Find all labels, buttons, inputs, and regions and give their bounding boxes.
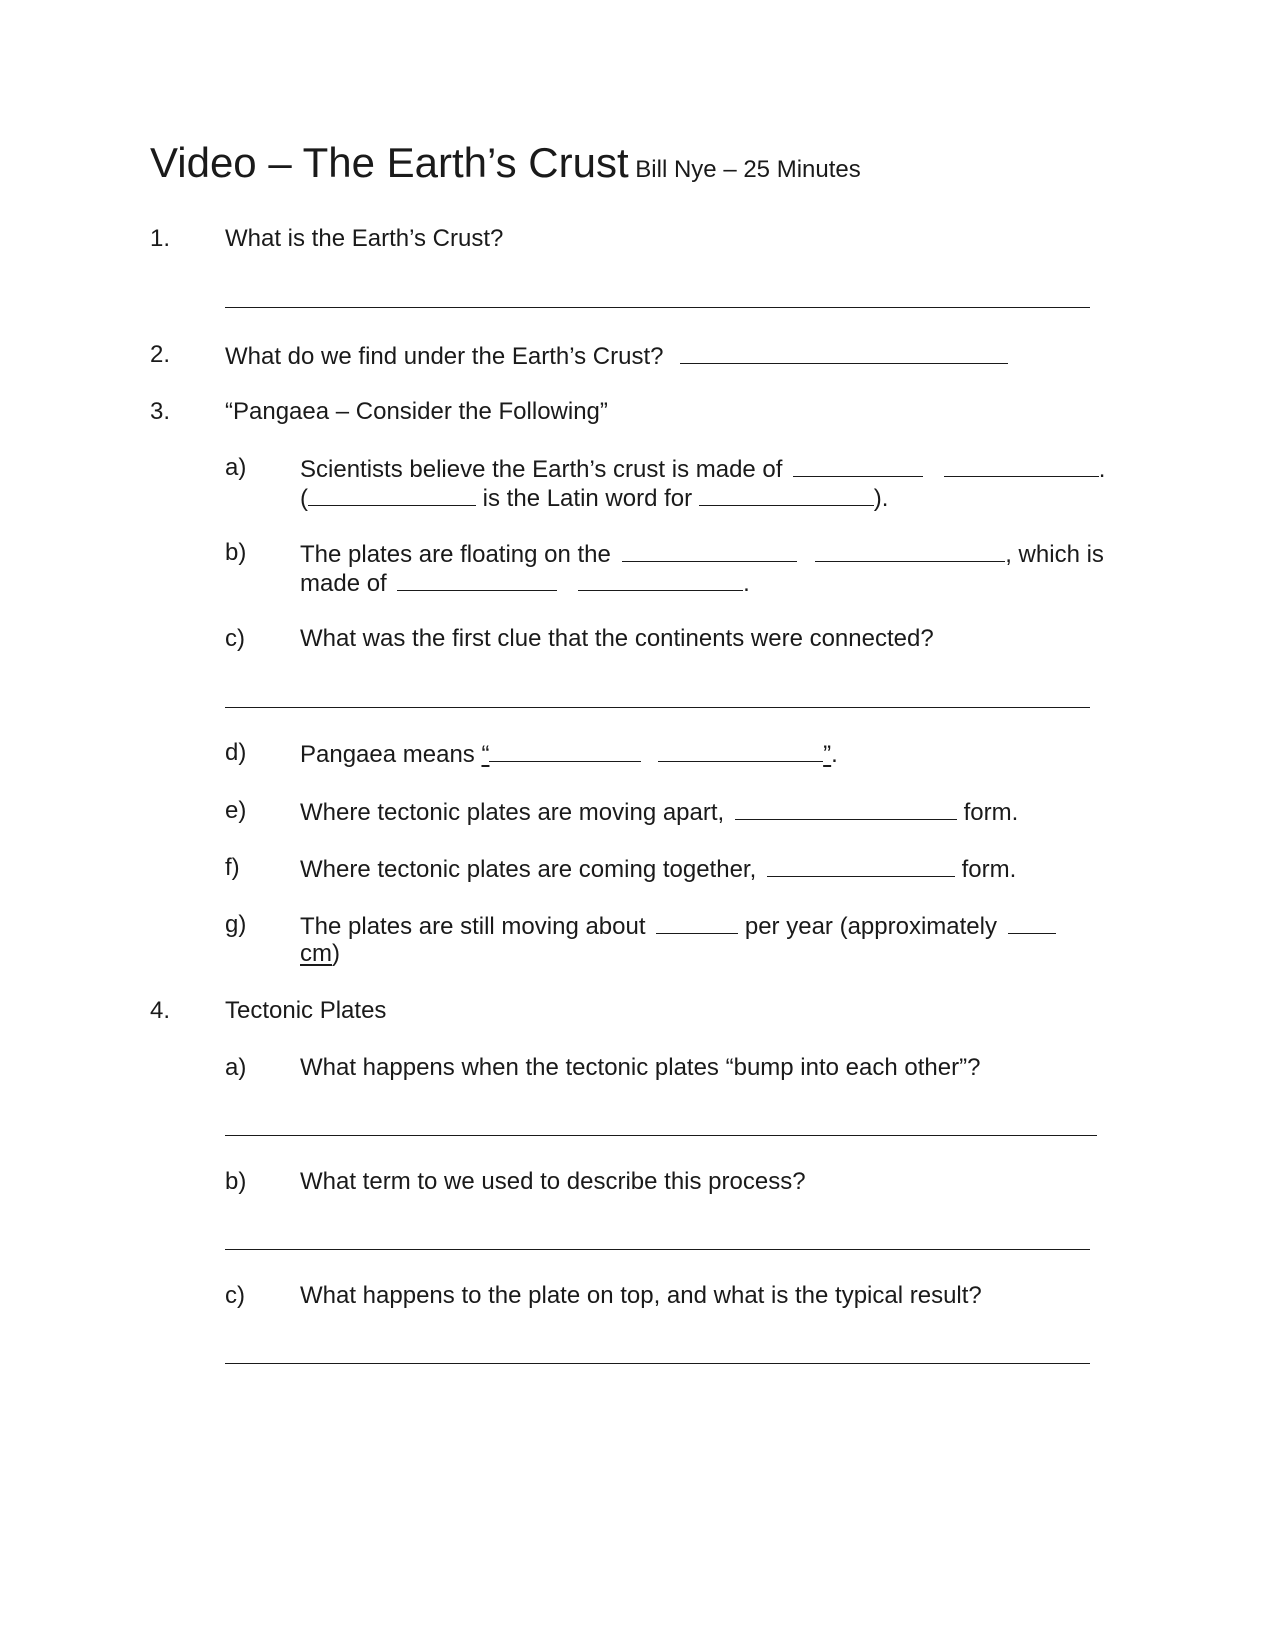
q3a-letter: a) bbox=[225, 454, 247, 481]
q3f-letter: f) bbox=[225, 854, 240, 881]
q3c-text: What was the first clue that the continents were connected? bbox=[300, 625, 934, 652]
q3f-end: form. bbox=[961, 856, 1017, 883]
q3d-open-quote: “ bbox=[481, 741, 490, 768]
q3g-line2 bbox=[300, 940, 340, 969]
q3c-answer-line[interactable] bbox=[225, 707, 1090, 708]
q3d-line bbox=[300, 739, 838, 770]
q3b-line2 bbox=[300, 568, 750, 599]
q3-number: 3. bbox=[150, 398, 171, 425]
q3a-line1 bbox=[300, 454, 1105, 485]
q3d-end: . bbox=[831, 741, 838, 768]
q4-text: Tectonic Plates bbox=[225, 997, 387, 1024]
q3d-blank-2[interactable] bbox=[658, 739, 823, 762]
q3f-text: Where tectonic plates are coming together, bbox=[300, 856, 757, 883]
q3e-end: form. bbox=[963, 799, 1019, 826]
q3g-text: The plates are still moving about bbox=[300, 913, 646, 940]
q3d-letter: d) bbox=[225, 739, 247, 766]
q3b-line2-text: made of bbox=[300, 570, 387, 597]
q3a-blank-4[interactable] bbox=[699, 483, 874, 506]
q3g-blank-1[interactable] bbox=[656, 911, 738, 934]
q3g-letter: g) bbox=[225, 911, 247, 938]
q3b-text: The plates are floating on the bbox=[300, 541, 611, 568]
q3b-blank-2[interactable] bbox=[815, 539, 1005, 562]
q3f-blank[interactable] bbox=[767, 854, 955, 877]
q3d-blank-1[interactable] bbox=[489, 739, 641, 762]
q3g-end: ) bbox=[332, 940, 340, 967]
q1-number: 1. bbox=[150, 225, 171, 252]
q3g-blank-2[interactable] bbox=[1008, 911, 1056, 934]
q4b-letter: b) bbox=[225, 1168, 247, 1195]
q3b-letter: b) bbox=[225, 539, 247, 566]
q3g-line1 bbox=[300, 911, 1056, 942]
q3e-blank[interactable] bbox=[735, 797, 957, 820]
q4a-answer-line[interactable] bbox=[225, 1135, 1097, 1136]
q1-text: What is the Earth’s Crust? bbox=[225, 225, 504, 252]
q3a-line2-end: ). bbox=[873, 485, 889, 512]
worksheet-title bbox=[150, 139, 861, 186]
q2-text: What do we find under the Earth’s Crust? bbox=[225, 343, 664, 370]
q3b-line1-end: , which is bbox=[1005, 541, 1104, 568]
q3g-unit: cm bbox=[300, 940, 332, 967]
q3b-line1 bbox=[300, 539, 1104, 570]
q3a-line2-mid: is the Latin word for bbox=[482, 485, 693, 512]
q4-number: 4. bbox=[150, 997, 171, 1024]
q3d-text: Pangaea means bbox=[300, 741, 475, 768]
q3e-line bbox=[300, 797, 1018, 828]
q1-answer-line[interactable] bbox=[225, 307, 1090, 308]
q3a-open-paren: ( bbox=[300, 485, 308, 512]
q3a-text: Scientists believe the Earth’s crust is made of bbox=[300, 456, 783, 483]
q3a-blank-1[interactable] bbox=[793, 454, 923, 477]
q3a-line1-end: . bbox=[1098, 456, 1106, 483]
q3e-letter: e) bbox=[225, 797, 247, 824]
title-subtitle: Bill Nye – 25 Minutes bbox=[635, 156, 861, 183]
q4c-letter: c) bbox=[225, 1282, 245, 1309]
q4c-text: What happens to the plate on top, and what is the typical result? bbox=[300, 1282, 982, 1309]
q3a-blank-2[interactable] bbox=[944, 454, 1099, 477]
q4b-text: What term to we used to describe this process? bbox=[300, 1168, 806, 1195]
q2-line bbox=[225, 341, 1008, 372]
title-main: Video – The Earth’s Crust bbox=[150, 139, 629, 186]
q4a-text: What happens when the tectonic plates “bump into each other”? bbox=[300, 1054, 981, 1081]
q4a-letter: a) bbox=[225, 1054, 247, 1081]
q3d-close-quote: ” bbox=[823, 741, 832, 768]
q2-number: 2. bbox=[150, 341, 171, 368]
q3a-line2 bbox=[300, 483, 888, 514]
q3b-line2-end: . bbox=[743, 570, 750, 597]
q3b-blank-3[interactable] bbox=[397, 568, 557, 591]
q4c-answer-line[interactable] bbox=[225, 1363, 1090, 1364]
q4b-answer-line[interactable] bbox=[225, 1249, 1090, 1250]
q3b-blank-1[interactable] bbox=[622, 539, 797, 562]
q3-text: “Pangaea – Consider the Following” bbox=[225, 398, 608, 425]
q3b-blank-4[interactable] bbox=[578, 568, 743, 591]
q2-blank[interactable] bbox=[680, 341, 1008, 364]
q3g-mid: per year (approximately bbox=[744, 913, 997, 940]
q3f-line bbox=[300, 854, 1016, 885]
q3a-blank-3[interactable] bbox=[308, 483, 476, 506]
q3c-letter: c) bbox=[225, 625, 245, 652]
q3e-text: Where tectonic plates are moving apart, bbox=[300, 799, 725, 826]
